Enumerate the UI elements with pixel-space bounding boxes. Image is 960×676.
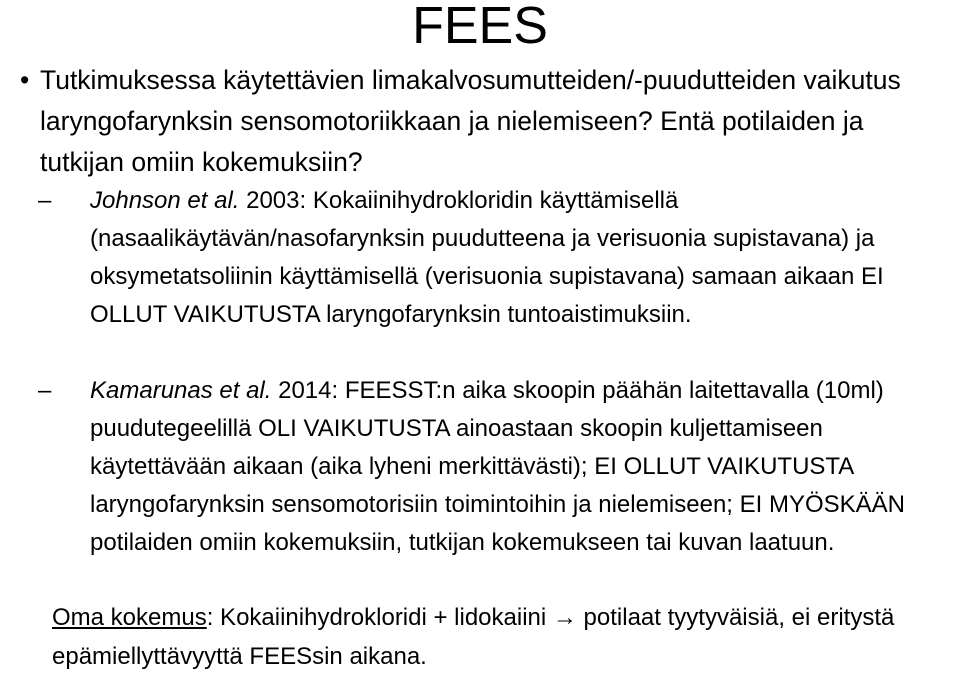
own-experience: [52, 598, 952, 676]
sub-point-body: : Kokaiinihydrokloridin käyttämisellä (nasaalikäytävän/nasofarynksin puudutteena ja verisuonia supistavana) ja oksymetatsoliinin käyttämisellä (verisuonia supistavana) samaan aikaan EI OLLUT VAIKUTUSTA laryngofarynksin tuntoaistimuksiin.: [90, 187, 884, 328]
dash-mark: –: [38, 377, 52, 404]
main-bullet: [20, 60, 940, 183]
bullet-mark: •: [20, 65, 30, 95]
bullet-text: Tutkimuksessa käytettävien limakalvosumutteiden/-puudutteiden vaikutus laryngofarynksin sensomotoriikkaan ja nielemiseen? Entä potilaiden ja tutkijan omiin kokemuksiin?: [40, 65, 901, 177]
citation-year: 2014: [271, 377, 332, 404]
sub-point-body: : FEESST:n aika skoopin päähän laitettavalla (10ml) puudutegeelillä OLI VAIKUTUSTA ainoastaan skoopin kuljettamiseen käytettävään aikaan (aika lyheni merkittävästi); EI OLLUT VAIKUTUSTA laryngofarynksin sensomotorisiin toimintoihin ja nielemiseen; EI MYÖSKÄÄN potilaiden omiin kokemuksiin, tutkijan kokemukseen tai kuvan laatuun.: [90, 377, 906, 556]
own-experience-label: Oma kokemus: [52, 604, 207, 631]
sub-point-kamarunas: [38, 372, 938, 562]
sub-point-text: [90, 182, 938, 334]
own-experience-text: : Kokaiinihydrokloridi + lidokaiini → potilaat tyytyväisiä, ei eritystä epämiellyttävyyttä FEESsin aikana.: [52, 604, 895, 670]
sub-point-text: [90, 372, 938, 562]
sub-point-johnson: [38, 182, 938, 334]
citation-year: 2003: [239, 187, 300, 214]
dash-mark: –: [38, 187, 52, 214]
citation-author: Johnson et al.: [90, 187, 240, 214]
citation-author: Kamarunas et al.: [90, 377, 272, 404]
slide-title: FEES: [412, 0, 548, 55]
